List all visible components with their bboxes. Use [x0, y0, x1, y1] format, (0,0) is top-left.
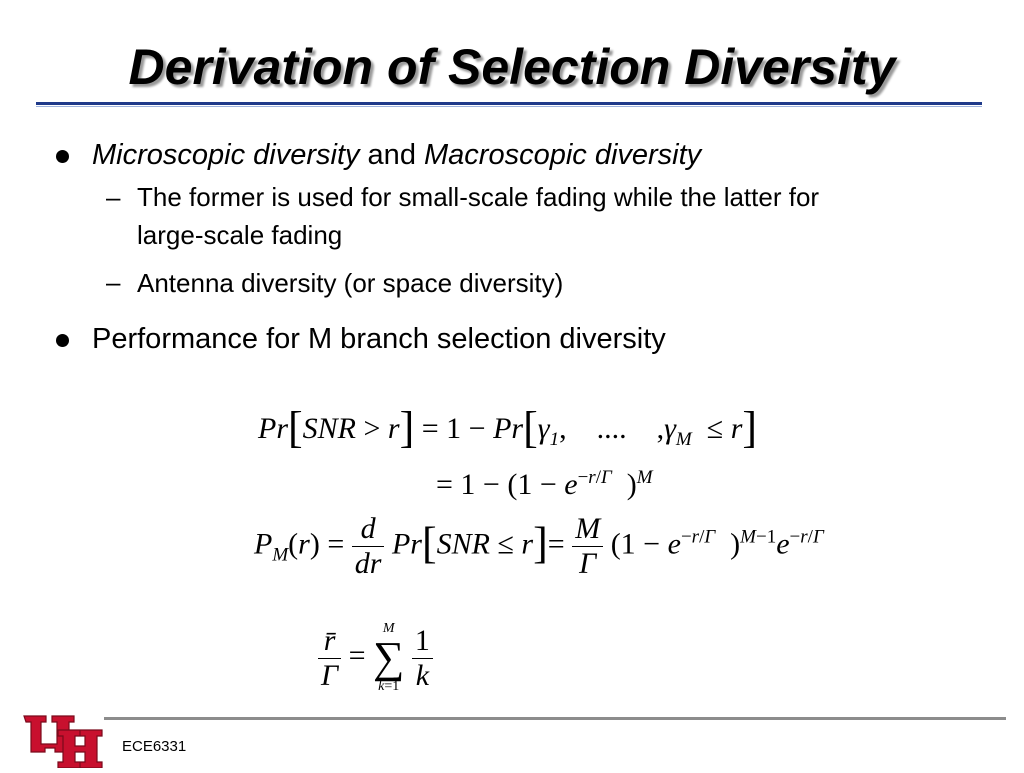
title-rule	[36, 102, 982, 105]
equation-2: = $1 - (1 - e^{-r/\Gamma}$ )$^M$	[436, 467, 653, 501]
equation-3: $P_M(r)$ = $\frac{d}{dr}$ Pr[SNR ≤ r]= $\frac{M}{\Gamma}$ ($1 - e^{-r/\Gamma}$ )$^{M-1}e^{-r/\Gamma}$	[254, 512, 824, 580]
equation-4: $\frac{r̄}{\Gamma}$ = M ∑ k=1 $\frac{1}{k}$	[318, 622, 433, 694]
bullet-1-term-a: Microscopic diversity	[92, 139, 360, 171]
equation-1: $Pr[SNR > r] = 1 - Pr[\gamma_1$, .... $,\gamma_M \le r$]	[258, 403, 758, 452]
sub-dash: –	[106, 267, 121, 297]
sub-bullet-1b: Antenna diversity (or space diversity)	[137, 268, 564, 298]
bullet-1-term-b: Macroscopic diversity	[424, 139, 702, 171]
sub-dash: –	[106, 182, 121, 212]
bullet-2: Performance for M branch selection diversity	[92, 323, 666, 355]
bullet-dot	[56, 334, 69, 347]
bullet-1-joiner: and	[359, 139, 424, 171]
title-rule-thin	[36, 106, 982, 107]
bullet-1	[92, 138, 701, 172]
bullet-dot	[56, 150, 69, 163]
slide-title: Derivation of Selection Diversity	[128, 39, 896, 95]
sub-bullet-1a	[137, 178, 819, 254]
sub-bullet-1a-line2: large-scale fading	[137, 220, 343, 250]
footer-course: ECE6331	[122, 738, 187, 755]
sub-bullet-1a-line1: The former is used for small-scale fading while the latter for	[137, 182, 820, 212]
footer-rule	[104, 717, 1006, 720]
uh-logo	[20, 712, 104, 773]
